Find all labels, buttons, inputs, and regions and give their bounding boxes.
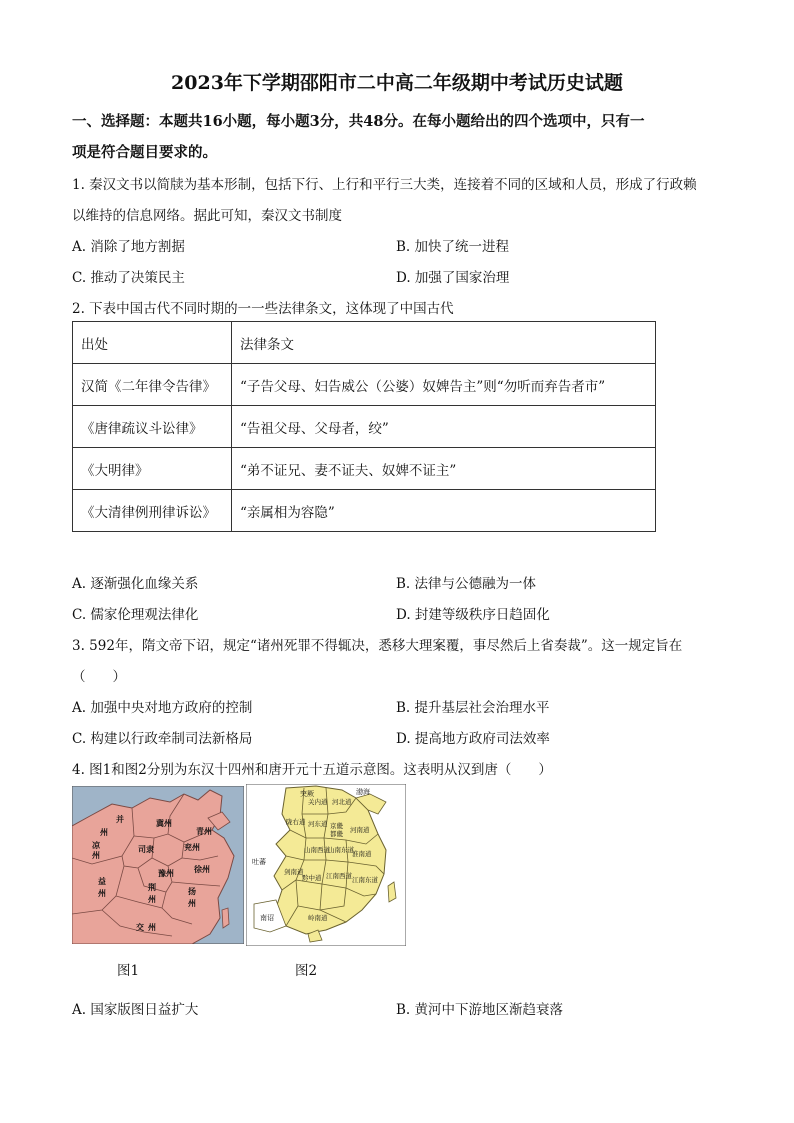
table-cell-text: “亲属相为容隐”	[232, 490, 656, 532]
map2-label: 岭南道	[308, 915, 328, 922]
q3-option-d: D. 提高地方政府司法效率	[396, 731, 550, 747]
q2-stem: 2. 下表中国古代不同时期的一一些法律条文，这体现了中国古代	[72, 301, 454, 317]
map1-label: 州	[188, 899, 196, 908]
table-row	[73, 406, 656, 448]
q2-option-a: A. 逐渐强化血缘关系	[72, 576, 199, 592]
map1-label: 益	[98, 877, 106, 886]
map2-label: 关内道	[308, 799, 328, 806]
q3-option-a: A. 加强中央对地方政府的控制	[72, 700, 253, 716]
map2-label: 河南道	[350, 827, 370, 834]
map-eastern-han-provinces	[72, 786, 244, 944]
map2-label: 河东道	[308, 821, 328, 828]
map1-label: 徐州	[194, 865, 210, 874]
map2-label: 山南东道	[328, 847, 354, 854]
q2-option-c: C. 儒家伦理观法律化	[72, 607, 199, 623]
table-cell-source: 汉简《二年律令告律》	[73, 364, 232, 406]
map2-label: 南诏	[260, 914, 274, 922]
q1-option-c: C. 推动了决策民主	[72, 270, 185, 286]
page-title: 2023年下学期邵阳市二中高二年级期中考试历史试题	[171, 72, 623, 94]
map2-label: 淮南道	[352, 851, 372, 858]
q1-option-a: A. 消除了地方割据	[72, 239, 185, 255]
map1-label: 州	[100, 828, 108, 837]
table-row	[73, 448, 656, 490]
q1-option-b: B. 加快了统一进程	[396, 239, 510, 255]
table-cell-text: “子告父母、妇告威公（公婆）奴婢告主”则“勿听而弃告者市”	[232, 364, 656, 406]
map2-label: 陇右道	[286, 819, 306, 826]
map-tang-circuits	[246, 784, 406, 946]
table-cell-text: “弟不证兄、妻不证夫、奴婢不证主”	[232, 448, 656, 490]
map1-label: 州	[148, 923, 156, 932]
table-header-text: 法律条文	[232, 322, 656, 364]
q3-option-c: C. 构建以行政牵制司法新格局	[72, 731, 253, 747]
q3-option-b: B. 提升基层社会治理水平	[396, 700, 550, 716]
q2-option-d: D. 封建等级秩序日趋固化	[396, 607, 550, 623]
map1-label: 司隶	[138, 845, 154, 854]
map2-label: 渤海	[356, 788, 370, 796]
map1-label: 州	[92, 851, 100, 860]
q4-option-b: B. 黄河中下游地区渐趋衰落	[396, 1002, 564, 1018]
section-heading-line1: 一、选择题：本题共16小题，每小题3分，共48分。在每小题给出的四个选项中，只有一	[72, 113, 645, 130]
map2-label: 江南西道	[326, 873, 352, 880]
map2-label: 京畿	[330, 823, 343, 830]
map1-label: 交	[136, 923, 144, 932]
table-row	[73, 490, 656, 532]
q3-stem-line1: 3. 592年，隋文帝下诏，规定“诸州死罪不得辄决，悉移大理案覆，事尽然后上省奏裁”。这一规定旨在	[72, 638, 683, 654]
map1-label: 州	[98, 889, 106, 898]
map2-label: 河北道	[332, 799, 352, 806]
table-header-row	[73, 322, 656, 364]
q4-stem: 4. 图1和图2分别为东汉十四州和唐开元十五道示意图。这表明从汉到唐（ ）	[72, 762, 552, 778]
map1-label: 青州	[196, 827, 212, 836]
table-header-source: 出处	[73, 322, 232, 364]
map2-label: 吐蕃	[252, 858, 266, 866]
law-table	[72, 321, 656, 532]
map1-label: 扬	[188, 887, 196, 896]
map2-label: 剑南道	[284, 869, 304, 876]
q1-stem-line1: 1. 秦汉文书以简牍为基本形制，包括下行、上行和平行三大类，连接着不同的区域和人员，形成了行政赖	[72, 177, 697, 193]
map1-label: 兖州	[184, 843, 200, 852]
q3-stem-line2: （ ）	[72, 669, 126, 685]
table-cell-source: 《大清律例刑律诉讼》	[73, 490, 232, 532]
table-cell-source: 《大明律》	[73, 448, 232, 490]
map1-label: 冀州	[156, 819, 172, 828]
figure1-caption: 图1	[117, 963, 140, 979]
figure2-caption: 图2	[295, 963, 318, 979]
q2-option-b: B. 法律与公德融为一体	[396, 576, 537, 592]
map1-label: 荆	[148, 883, 156, 892]
q1-option-d: D. 加强了国家治理	[396, 270, 510, 286]
q1-stem-line2: 以维持的信息网络。据此可知，秦汉文书制度	[72, 208, 342, 224]
table-cell-text: “告祖父母、父母者，绞”	[232, 406, 656, 448]
map2-label: 都畿	[330, 831, 343, 838]
map2-label: 黔中道	[302, 875, 322, 882]
map1-label: 州	[148, 895, 156, 904]
section-heading-line2: 项是符合题目要求的。	[72, 144, 217, 161]
table-cell-source: 《唐律疏议斗讼律》	[73, 406, 232, 448]
map1-label: 并	[116, 815, 124, 824]
map2-label: 山南西道	[304, 847, 330, 854]
table-row	[73, 364, 656, 406]
map1-label: 凉	[92, 841, 100, 850]
map2-label: 江南东道	[352, 877, 378, 884]
map2-label: 突厥	[300, 790, 314, 798]
q4-option-a: A. 国家版图日益扩大	[72, 1002, 199, 1018]
map1-label: 豫州	[158, 869, 174, 878]
